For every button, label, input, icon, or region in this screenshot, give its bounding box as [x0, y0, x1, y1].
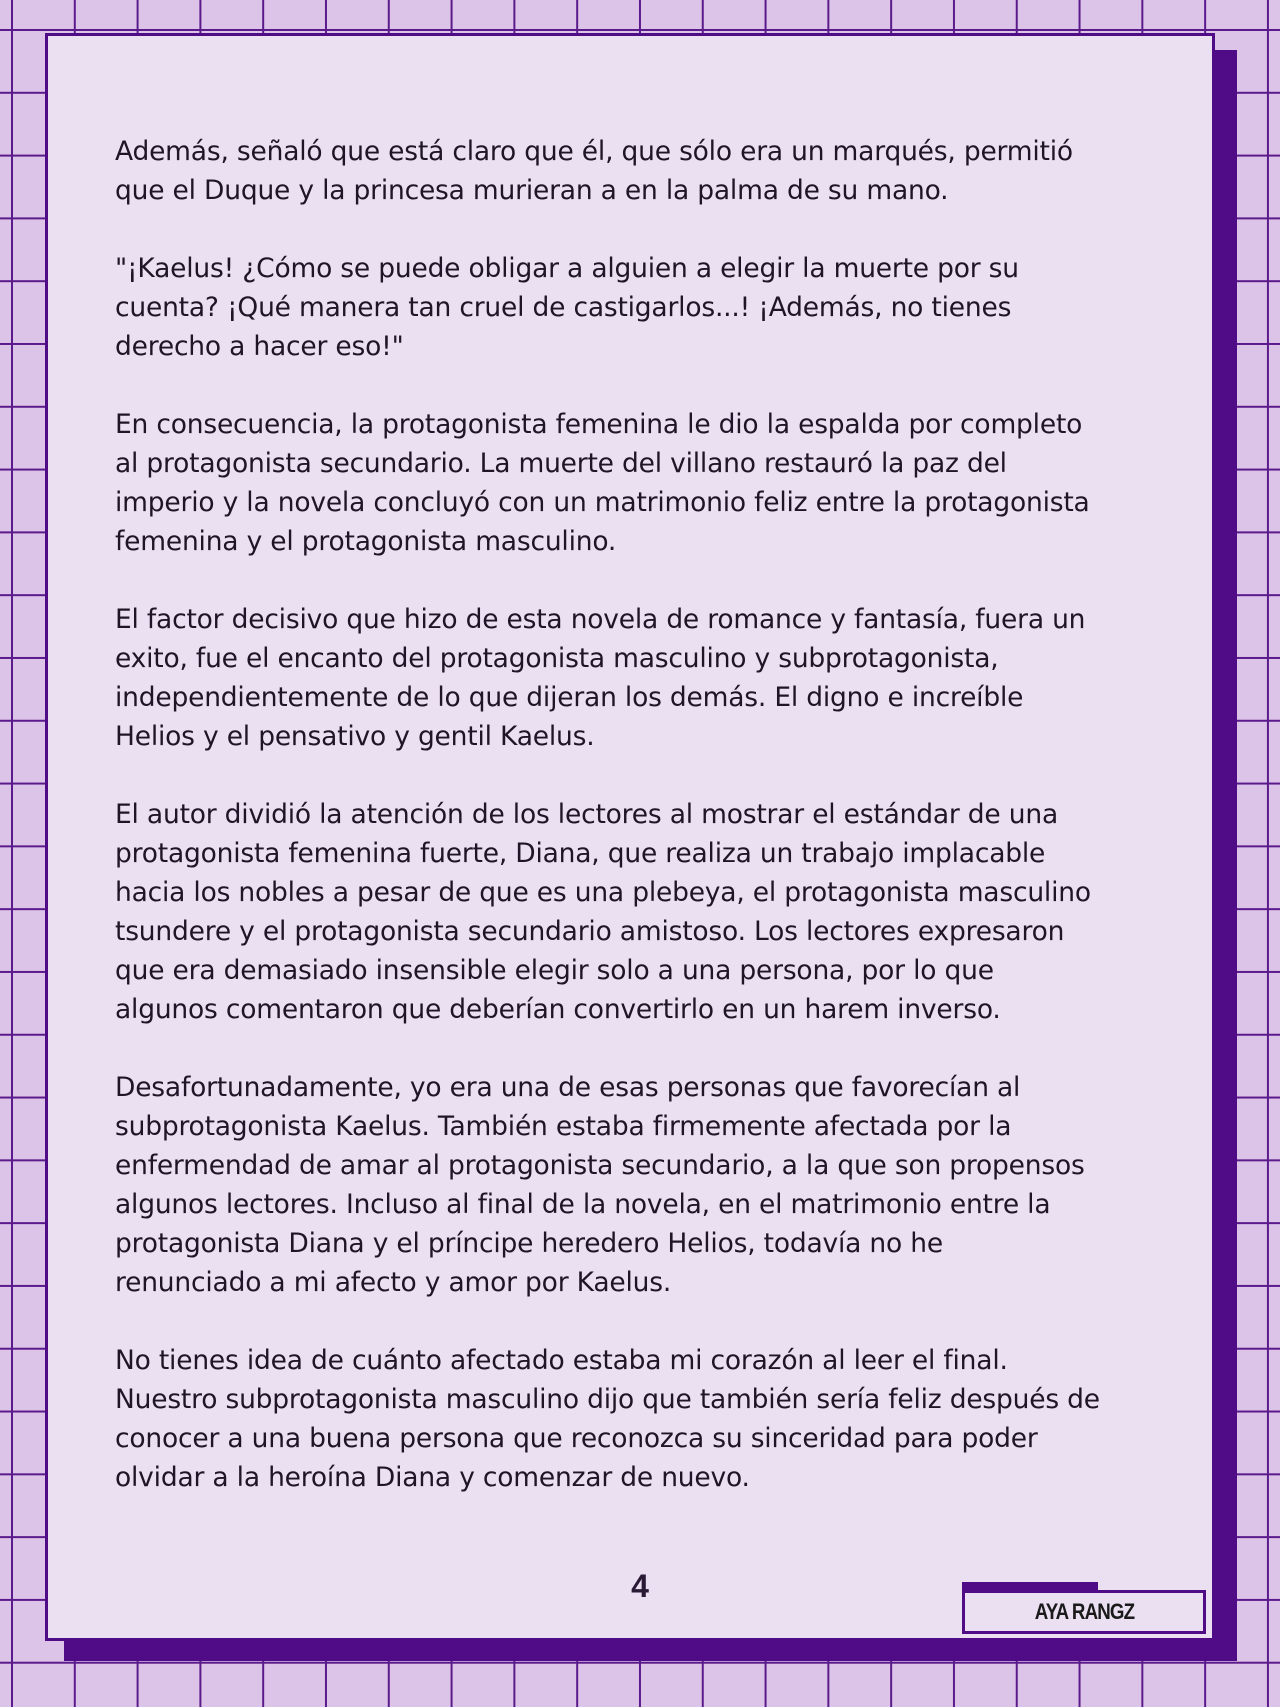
- page-body: [115, 132, 1195, 1536]
- paragraph-7: No tienes idea de cuánto afectado estaba mi corazón al leer el final. Nuestro subprotagonista masculino dijo que también sería feliz después de conocer a una buena persona que reconozca su sinceridad para poder olvidar a la heroína Diana y comenzar de nuevo.: [115, 1345, 1100, 1493]
- paragraph-2: "¡Kaelus! ¿Cómo se puede obligar a alguien a elegir la muerte por su cuenta? ¡Qué manera tan cruel de castigarlos...! ¡Además, no tienes derecho a hacer eso!": [115, 253, 1019, 362]
- author-name: AYA RANGZ: [1034, 1599, 1134, 1624]
- paragraph-3: En consecuencia, la protagonista femenina le dio la espalda por completo al protagonista secundario. La muerte del villano restauró la paz del imperio y la novela concluyó con un matrimonio feliz entre la protagonista femenina y el protagonista masculino.: [115, 409, 1090, 557]
- paragraph-5: El autor dividió la atención de los lectores al mostrar el estándar de una protagonista femenina fuerte, Diana, que realiza un trabajo implacable hacia los nobles a pesar de que es una plebeya, el protagonista masculino tsundere y el protagonista secundario amistoso. Los lectores expresaron que era demasiado insensible elegir solo a una persona, por lo que algunos comentaron que deberían convertirlo en un harem inverso.: [115, 799, 1091, 1025]
- paragraph-1: Además, señaló que está claro que él, que sólo era un marqués, permitió que el Duque y la princesa murieran a en la palma de su mano.: [115, 136, 1073, 206]
- page-number: 4: [631, 1568, 649, 1604]
- paragraph-4: El factor decisivo que hizo de esta novela de romance y fantasía, fuera un exito, fue el encanto del protagonista masculino y subprotagonista, independientemente de lo que dijeran los demás. El digno e increíble Helios y el pensativo y gentil Kaelus.: [115, 604, 1086, 752]
- paragraph-6: Desafortunadamente, yo era una de esas personas que favorecían al subprotagonista Kaelus. También estaba firmemente afectada por la enfermendad de amar al protagonista secundario, a la que son propensos algunos lectores. Incluso al final de la novela, en el matrimonio entre la protagonista Diana y el príncipe heredero Helios, todavía no he renunciado a mi afecto y amor por Kaelus.: [115, 1072, 1085, 1298]
- document-page: [45, 33, 1215, 1641]
- author-badge: [962, 1590, 1206, 1634]
